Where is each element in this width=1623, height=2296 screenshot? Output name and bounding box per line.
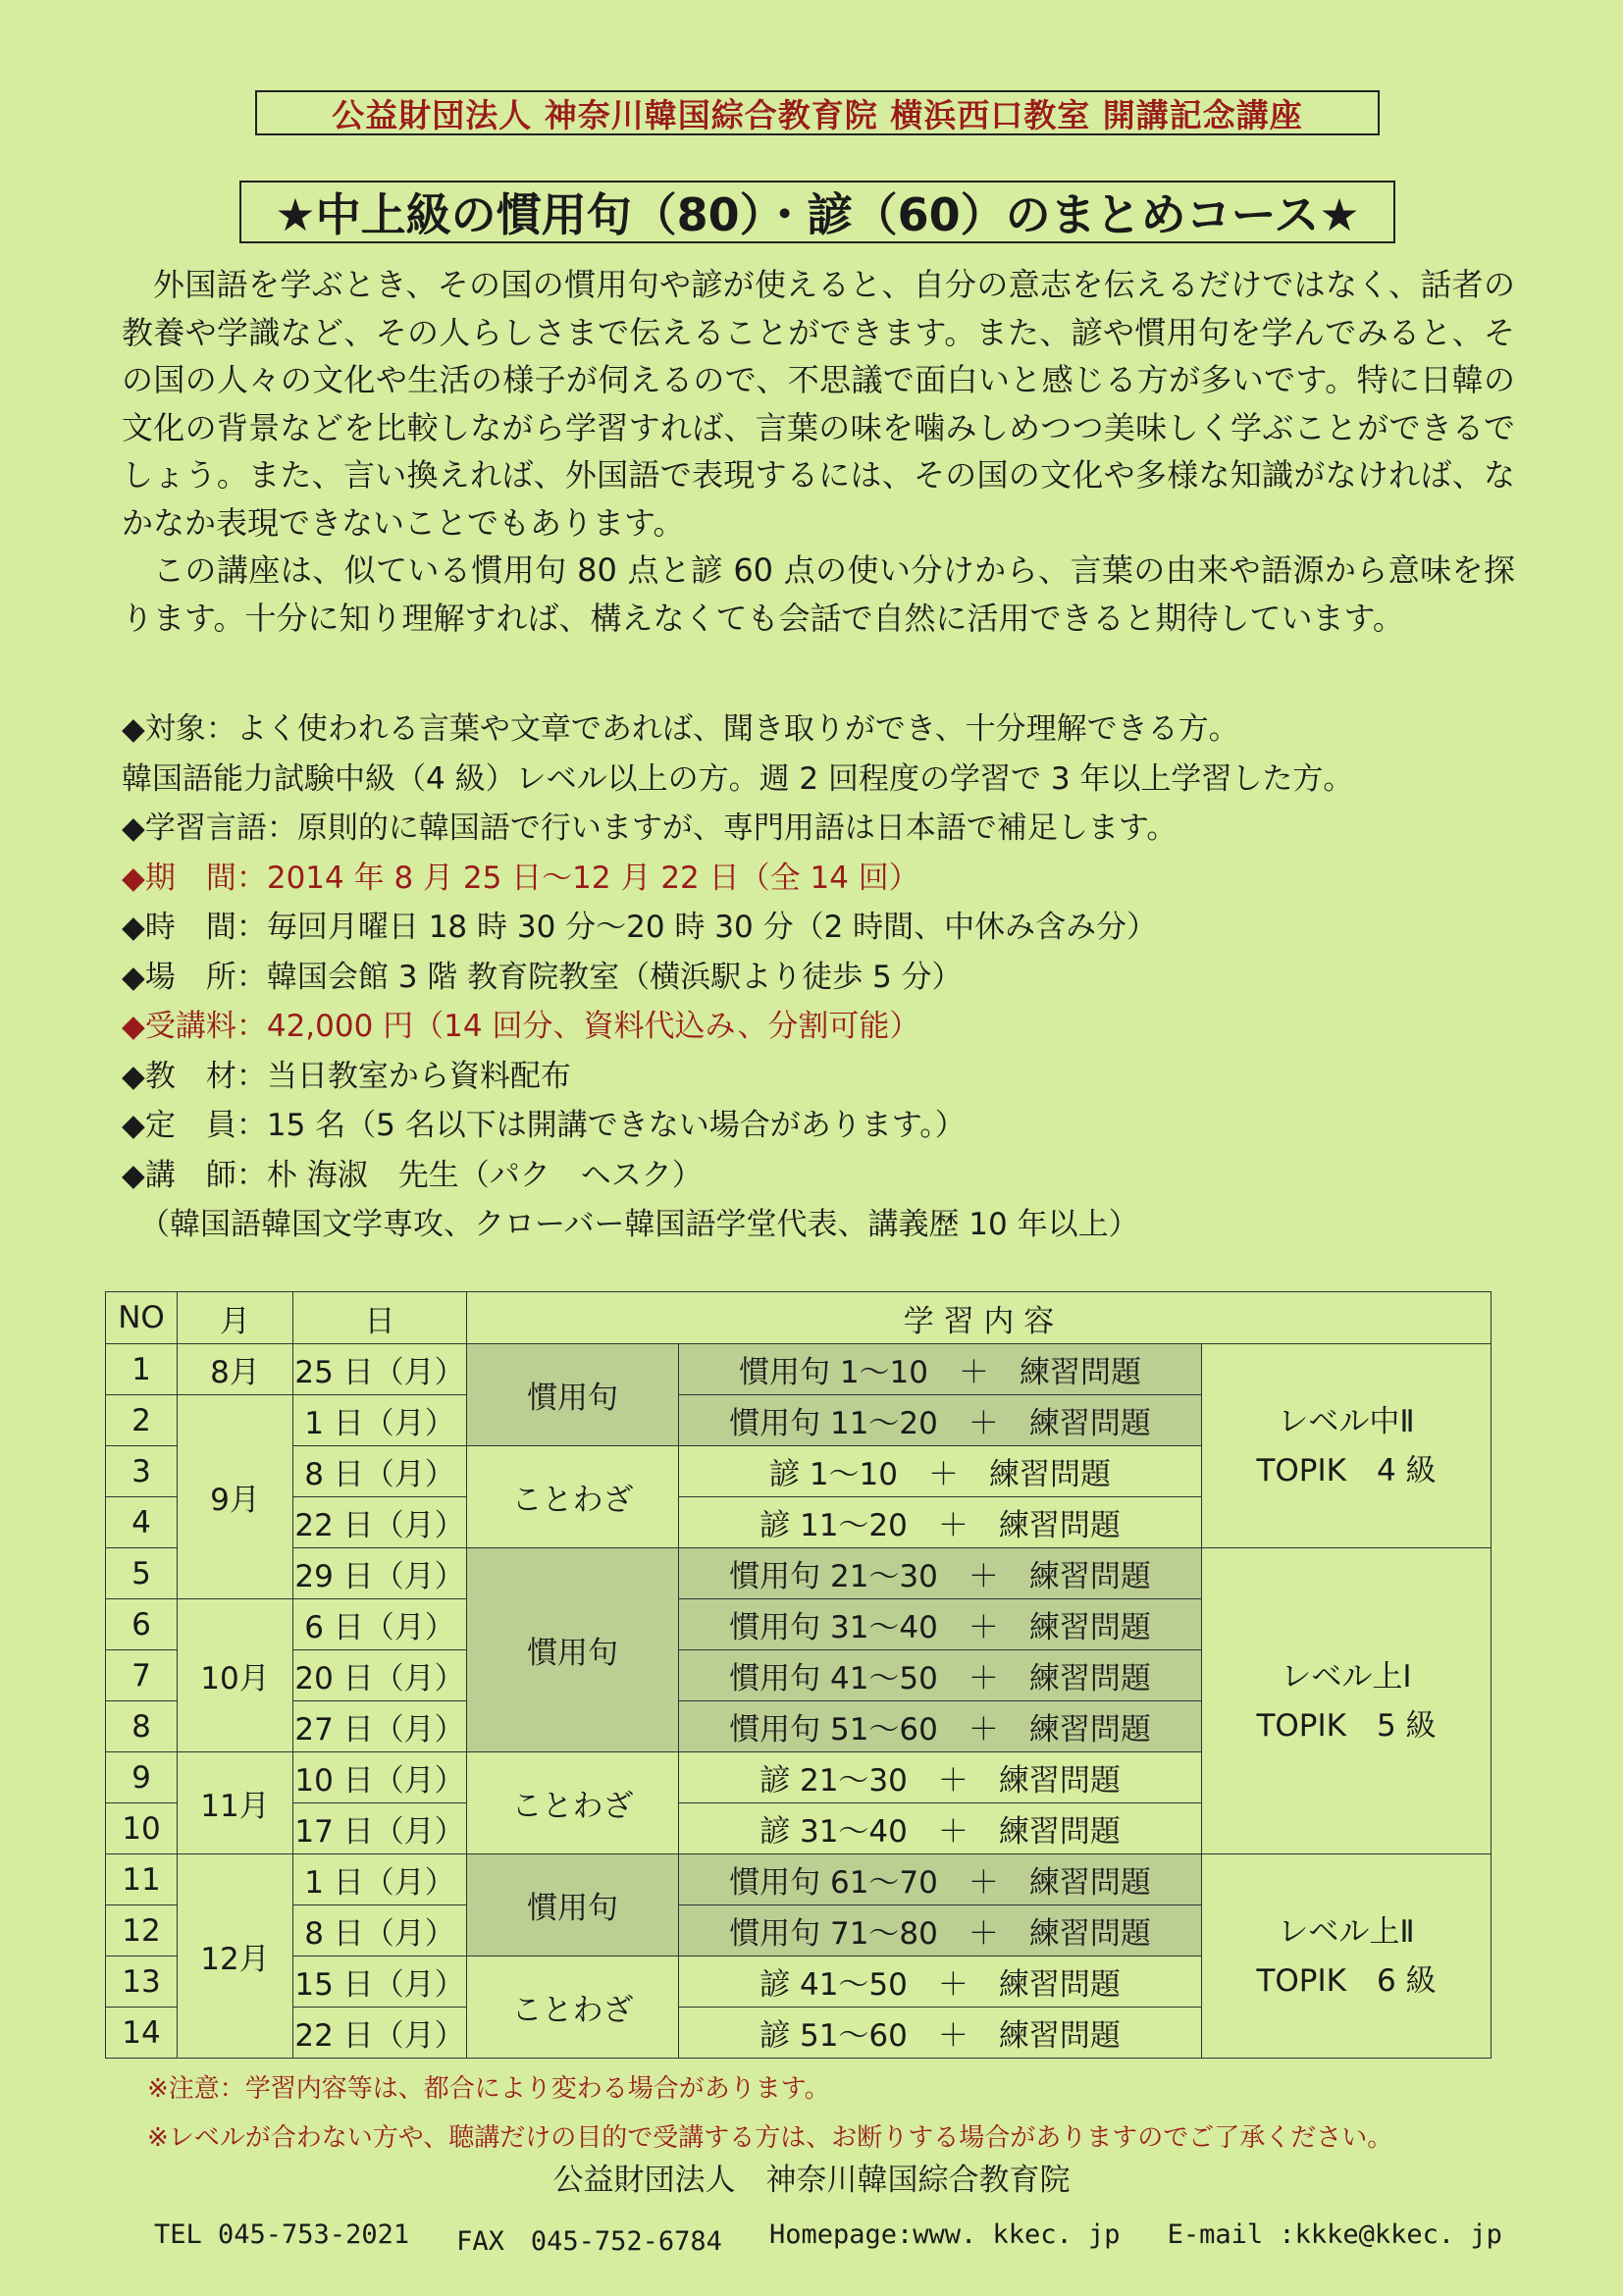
row-content: 慣用句 21～30 ＋ 練習問題 — [679, 1548, 1202, 1599]
note-content-change: ※注意：学習内容等は、都合により変わる場合があります。 — [147, 2074, 830, 2104]
header-no: NO — [106, 1292, 178, 1344]
row-no: 1 — [106, 1344, 178, 1395]
row-day: 8 日（月） — [293, 1905, 467, 1957]
note-level-mismatch: ※レベルが合わない方や、聴講だけの目的で受講する方は、お断りする場合がありますのでご了承ください。 — [147, 2123, 1393, 2153]
row-content: 慣用句 61～70 ＋ 練習問題 — [679, 1854, 1202, 1905]
detail-period: ◆期 間：2014 年 8 月 25 日～12 月 22 日（全 14 回） — [122, 860, 919, 896]
row-content: 諺 11～20 ＋ 練習問題 — [679, 1497, 1202, 1548]
detail-capacity: ◆定 員：15 名（5 名以下は開講できない場合があります。） — [122, 1108, 966, 1143]
row-day: 22 日（月） — [293, 1497, 467, 1548]
intro-paragraph-1: 外国語を学ぶとき、その国の慣用句や諺が使えると、自分の意志を伝えるだけではなく、話者の教養や学識など、その人らしさまで伝えることができます。また、諺や慣用句を学んでみると、その国の人々の文化や生活の様子が伺えるので、不思議で面白いと感じる方が多いです。特に日韓の文化の背景などを比較しながら学習すれば、言葉の味を噛みしめつつ美味しく学ぶことができるでしょう。また、言い換えれば、外国語で表現するには、その国の文化や多様な知識がなければ、なかなか表現できないことでもあります。 — [122, 266, 1515, 542]
row-month: 8月 — [178, 1344, 293, 1395]
level-name: レベル上Ⅰ — [1281, 1658, 1412, 1695]
row-category: 慣用句 — [467, 1854, 679, 1957]
row-content: 諺 1～10 ＋ 練習問題 — [679, 1446, 1202, 1497]
row-content: 慣用句 31～40 ＋ 練習問題 — [679, 1599, 1202, 1650]
notes — [147, 2064, 1521, 2163]
row-month: 9月 — [178, 1395, 293, 1599]
detail-target: ◆対象：よく使われる言葉や文章であれば、聞き取りができ、十分理解できる方。 — [122, 711, 1239, 747]
row-month: 10月 — [178, 1599, 293, 1752]
intro-text — [122, 261, 1515, 642]
row-content: 慣用句 71～80 ＋ 練習問題 — [679, 1905, 1202, 1957]
row-level — [1202, 1854, 1492, 2059]
footer-tel: TEL 045-753-2021 — [154, 2219, 410, 2250]
row-no: 4 — [106, 1497, 178, 1548]
detail-teacher-note: （韓国語韓国文学専攻、クローバー韓国語学堂代表、講義歴 10 年以上） — [139, 1207, 1139, 1242]
row-month: 11月 — [178, 1752, 293, 1854]
footer-homepage[interactable]: Homepage:www. kkec. jp — [768, 2219, 1121, 2250]
row-day: 22 日（月） — [293, 2008, 467, 2059]
row-no: 11 — [106, 1854, 178, 1905]
row-level — [1202, 1344, 1492, 1548]
row-no: 14 — [106, 2008, 178, 2059]
row-no: 6 — [106, 1599, 178, 1650]
row-month: 12月 — [178, 1854, 293, 2059]
row-no: 10 — [106, 1803, 178, 1854]
row-category: ことわざ — [467, 1957, 679, 2059]
organizer-header: 公益財団法人 神奈川韓国綜合教育院 横浜西口教室 開講記念講座 — [255, 90, 1380, 135]
footer-fax: FAX 045-752-6784 — [456, 2226, 722, 2257]
row-day: 25 日（月） — [293, 1344, 467, 1395]
row-content: 慣用句 51～60 ＋ 練習問題 — [679, 1701, 1202, 1752]
level-topik: TOPIK 4 級 — [1256, 1452, 1437, 1488]
table-row — [106, 1854, 1492, 1905]
row-content: 諺 41～50 ＋ 練習問題 — [679, 1957, 1202, 2008]
row-no: 9 — [106, 1752, 178, 1803]
level-name: レベル上Ⅱ — [1278, 1913, 1415, 1950]
footer-contact — [154, 2219, 1528, 2258]
detail-fee: ◆受講料：42,000 円（14 回分、資料代込み、分割可能） — [122, 1009, 920, 1044]
row-no: 13 — [106, 1957, 178, 2008]
row-day: 27 日（月） — [293, 1701, 467, 1752]
row-day: 1 日（月） — [293, 1395, 467, 1446]
course-title: ★中上級の慣用句（80）・諺（60）のまとめコース★ — [239, 181, 1395, 243]
header-month: 月 — [178, 1292, 293, 1344]
row-no: 2 — [106, 1395, 178, 1446]
row-content: 慣用句 41～50 ＋ 練習問題 — [679, 1650, 1202, 1701]
row-content: 慣用句 1～10 ＋ 練習問題 — [679, 1344, 1202, 1395]
level-topik: TOPIK 6 級 — [1256, 1962, 1437, 1999]
row-content: 諺 51～60 ＋ 練習問題 — [679, 2008, 1202, 2059]
row-no: 7 — [106, 1650, 178, 1701]
course-details — [122, 704, 1535, 1250]
footer-email[interactable]: E-mail :kkke@kkec. jp — [1167, 2219, 1502, 2250]
row-category: ことわざ — [467, 1446, 679, 1548]
detail-teacher: ◆講 師：朴 海淑 先生（パク ヘスク） — [122, 1157, 703, 1193]
row-category: ことわざ — [467, 1752, 679, 1854]
level-name: レベル中Ⅱ — [1278, 1403, 1415, 1439]
row-no: 5 — [106, 1548, 178, 1599]
row-day: 20 日（月） — [293, 1650, 467, 1701]
header-day: 日 — [293, 1292, 467, 1344]
table-row — [106, 1344, 1492, 1395]
row-content: 諺 31～40 ＋ 練習問題 — [679, 1803, 1202, 1854]
schedule-table — [105, 1291, 1492, 2059]
detail-materials: ◆教 材：当日教室から資料配布 — [122, 1058, 571, 1094]
row-day: 17 日（月） — [293, 1803, 467, 1854]
row-no: 12 — [106, 1905, 178, 1957]
detail-language: ◆学習言語：原則的に韓国語で行いますが、専門用語は日本語で補足します。 — [122, 810, 1178, 846]
row-day: 29 日（月） — [293, 1548, 467, 1599]
detail-place: ◆場 所：韓国会館 3 階 教育院教室（横浜駅より徒歩 5 分） — [122, 959, 963, 995]
detail-time: ◆時 間：毎回月曜日 18 時 30 分～20 時 30 分（2 時間、中休み含み分） — [122, 910, 1158, 945]
row-day: 6 日（月） — [293, 1599, 467, 1650]
detail-target-level: 韓国語能力試験中級（4 級）レベル以上の方。週 2 回程度の学習で 3 年以上学習した方。 — [122, 760, 1354, 797]
intro-paragraph-2: この講座は、似ている慣用句 80 点と諺 60 点の使い分けから、言葉の由来や語源から意味を探ります。十分に知り理解すれば、構えなくても会話で自然に活用できると期待しています。 — [122, 551, 1515, 637]
row-day: 15 日（月） — [293, 1957, 467, 2008]
row-content: 慣用句 11～20 ＋ 練習問題 — [679, 1395, 1202, 1446]
row-category: 慣用句 — [467, 1344, 679, 1446]
footer-organization: 公益財団法人 神奈川韓国綜合教育院 — [552, 2163, 1071, 2198]
table-row — [106, 1548, 1492, 1599]
level-topik: TOPIK 5 級 — [1256, 1707, 1437, 1744]
row-level — [1202, 1548, 1492, 1854]
row-no: 3 — [106, 1446, 178, 1497]
row-day: 10 日（月） — [293, 1752, 467, 1803]
row-no: 8 — [106, 1701, 178, 1752]
row-category: 慣用句 — [467, 1548, 679, 1752]
table-header-row — [106, 1292, 1492, 1344]
header-content: 学 習 内 容 — [467, 1292, 1492, 1344]
row-day: 1 日（月） — [293, 1854, 467, 1905]
row-content: 諺 21～30 ＋ 練習問題 — [679, 1752, 1202, 1803]
row-day: 8 日（月） — [293, 1446, 467, 1497]
